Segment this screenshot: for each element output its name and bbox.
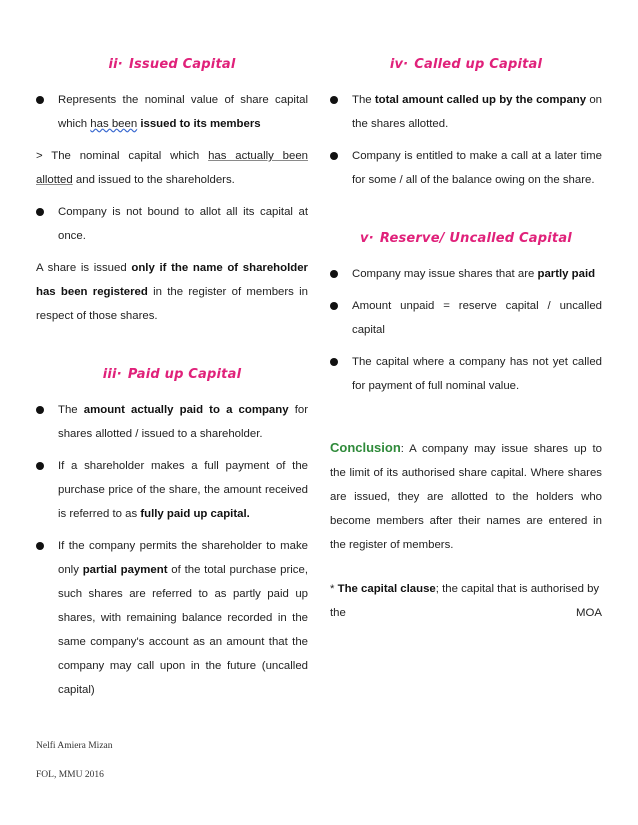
text: on the shares allotted. (352, 94, 602, 130)
text: for shares allotted / issued to a shareholder. (58, 404, 308, 440)
right-column (330, 56, 602, 633)
paid-up-capital-heading (36, 366, 308, 384)
text: and issued to the shareholders. (72, 174, 235, 186)
heading-numeral: iv· (389, 57, 409, 72)
bullet-dot-icon (330, 270, 338, 278)
issued-bullet-2 (36, 200, 308, 248)
paidup-bullet-2 (36, 454, 308, 526)
calledup-bullet-1 (330, 88, 602, 136)
bold-text: fully paid up capital. (140, 508, 250, 520)
heading-title: Issued Capital (128, 57, 236, 72)
bold-text: partial payment (82, 564, 168, 576)
text: A share is issued (36, 262, 132, 274)
calledup-bullet-2 (330, 144, 602, 192)
text: The (58, 404, 84, 416)
issued-capital-heading (36, 56, 308, 74)
bullet-dot-icon (330, 358, 338, 366)
heading-title: Paid up Capital (127, 367, 242, 382)
text: If a shareholder makes a full payment of the purchase price of the share, the amount received is referred to as (58, 460, 308, 520)
text: Company is entitled to make a call at a later time for some / all of the balance owing on the share. (352, 150, 602, 186)
bold-text: issued to its members (137, 118, 261, 130)
bold-text: partly paid (537, 268, 596, 280)
paidup-bullet-3 (36, 534, 308, 702)
bullet-dot-icon (36, 406, 44, 414)
bullet-dot-icon (36, 542, 44, 550)
text: The capital where a company has not yet called for payment of full nominal value. (352, 356, 602, 392)
text: MOA (576, 607, 602, 619)
bullet-dot-icon (330, 302, 338, 310)
text: > The nominal capital which (36, 150, 209, 162)
text: If the company permits the shareholder to make only (58, 540, 308, 576)
footer-org: FOL, MMU 2016 (36, 770, 104, 780)
bold-text: only if the name of shareholder has been registered (36, 262, 308, 298)
called-up-capital-heading (330, 56, 602, 74)
bold-text: The capital clause (337, 583, 436, 595)
heading-title: Called up Capital (414, 57, 543, 72)
footer-author: Nelfi Amiera Mizan (36, 741, 113, 751)
issued-registration-paragraph (36, 256, 308, 328)
paidup-bullet-1 (36, 398, 308, 446)
heading-numeral: ii· (108, 57, 123, 72)
text: Company is not bound to allot all its capital at once. (58, 206, 308, 242)
bullet-dot-icon (36, 96, 44, 104)
left-column (36, 56, 308, 710)
text: Company may issue shares that are (352, 268, 538, 280)
capital-clause-last-line (330, 601, 602, 625)
bullet-dot-icon (330, 152, 338, 160)
bullet-dot-icon (36, 462, 44, 470)
reserve-bullet-3 (330, 350, 602, 398)
conclusion-label: Conclusion (330, 440, 401, 455)
text: : A company may issue shares up to the limit of its authorised share capital. Where shares are issued, they are allotted to the holders who become members after their names are entered in the register of members. (330, 443, 602, 551)
capital-clause-note (330, 577, 602, 625)
issued-note-paragraph (36, 144, 308, 192)
text: Amount unpaid = reserve capital / uncalled capital (352, 300, 602, 336)
text: The (352, 94, 375, 106)
heading-numeral: iii· (102, 367, 122, 382)
bullet-dot-icon (330, 96, 338, 104)
bold-text: amount actually paid to a company (83, 404, 289, 416)
conclusion-paragraph (330, 436, 602, 557)
text: of the total purchase price, such shares are referred to as partly paid up shares, with remaining balance recorded in the same company's account as an amount that the company may call upon in the future (uncalled capital) (58, 564, 308, 696)
bullet-dot-icon (36, 208, 44, 216)
bold-text: total amount called up by the company (374, 94, 587, 106)
text: Represents the nominal value of share capital which (58, 94, 308, 130)
heading-numeral: v· (360, 231, 374, 246)
reserve-bullet-1 (330, 262, 602, 286)
wavy-underlined-text: has been (90, 118, 138, 130)
issued-bullet-1 (36, 88, 308, 136)
heading-title: Reserve/ Uncalled Capital (379, 231, 572, 246)
underlined-text: has actually been allotted (36, 150, 309, 186)
text: * (330, 583, 338, 595)
text: ; the capital that is authorised by (435, 583, 600, 595)
text: the (330, 607, 346, 619)
reserve-bullet-2 (330, 294, 602, 342)
reserve-uncalled-capital-heading (330, 230, 602, 248)
text: in the register of members in respect of those shares. (36, 286, 308, 322)
